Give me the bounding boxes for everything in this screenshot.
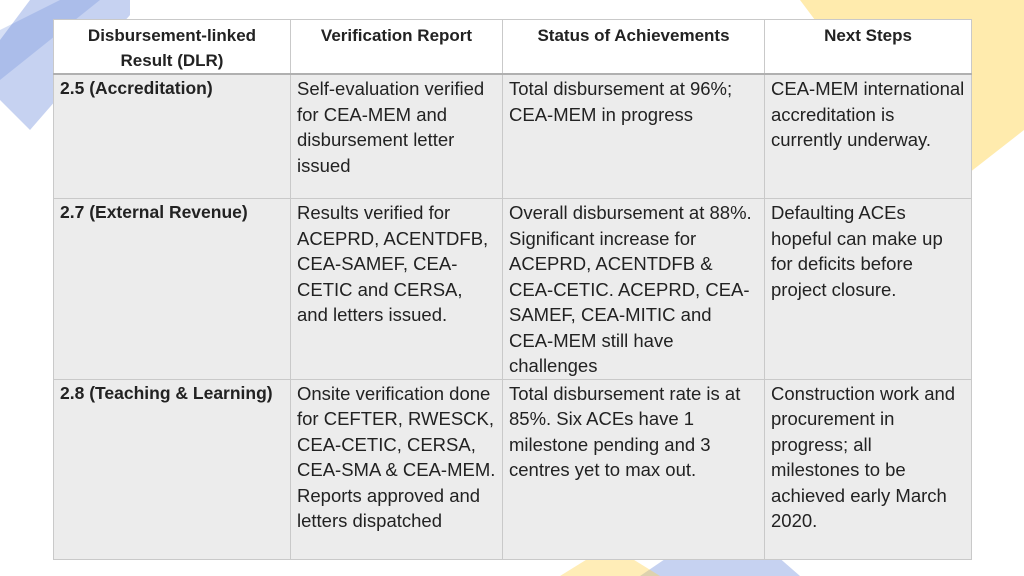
verification-cell: Results verified for ACEPRD, ACENTDFB, CEA-SAMEF, CEA-CETIC and CERSA, and letters issued. <box>291 199 503 380</box>
next-steps-cell: Defaulting ACEs hopeful can make up for deficits before project closure. <box>765 199 972 380</box>
next-steps-cell: CEA-MEM international accreditation is currently underway. <box>765 74 972 199</box>
header-status-of-achievements: Status of Achievements <box>503 20 765 75</box>
dlr-cell: 2.7 (External Revenue) <box>54 199 291 380</box>
header-dlr: Disbursement-linked Result (DLR) <box>54 20 291 75</box>
table-row <box>54 379 972 559</box>
dlr-cell: 2.5 (Accreditation) <box>54 74 291 199</box>
status-cell: Total disbursement at 96%; CEA-MEM in progress <box>503 74 765 199</box>
header-next-steps: Next Steps <box>765 20 972 75</box>
status-cell: Overall disbursement at 88%. Significant increase for ACEPRD, ACENTDFB & CEA-CETIC. ACEPRD, CEA-SAMEF, CEA-MITIC and CEA-MEM still have challenges <box>503 199 765 380</box>
next-steps-cell: Construction work and procurement in progress; all milestones to be achieved early March 2020. <box>765 379 972 559</box>
status-cell: Total disbursement rate is at 85%. Six ACEs have 1 milestone pending and 3 centres yet to max out. <box>503 379 765 559</box>
verification-cell: Onsite verification done for CEFTER, RWESCK, CEA-CETIC, CERSA, CEA-SMA & CEA-MEM. Reports approved and letters dispatched <box>291 379 503 559</box>
table-header-row <box>54 20 972 75</box>
header-verification-report: Verification Report <box>291 20 503 75</box>
table-row <box>54 74 972 199</box>
dlr-cell: 2.8 (Teaching & Learning) <box>54 379 291 559</box>
dlr-status-table <box>53 19 972 560</box>
table-row <box>54 199 972 380</box>
verification-cell: Self-evaluation verified for CEA-MEM and disbursement letter issued <box>291 74 503 199</box>
